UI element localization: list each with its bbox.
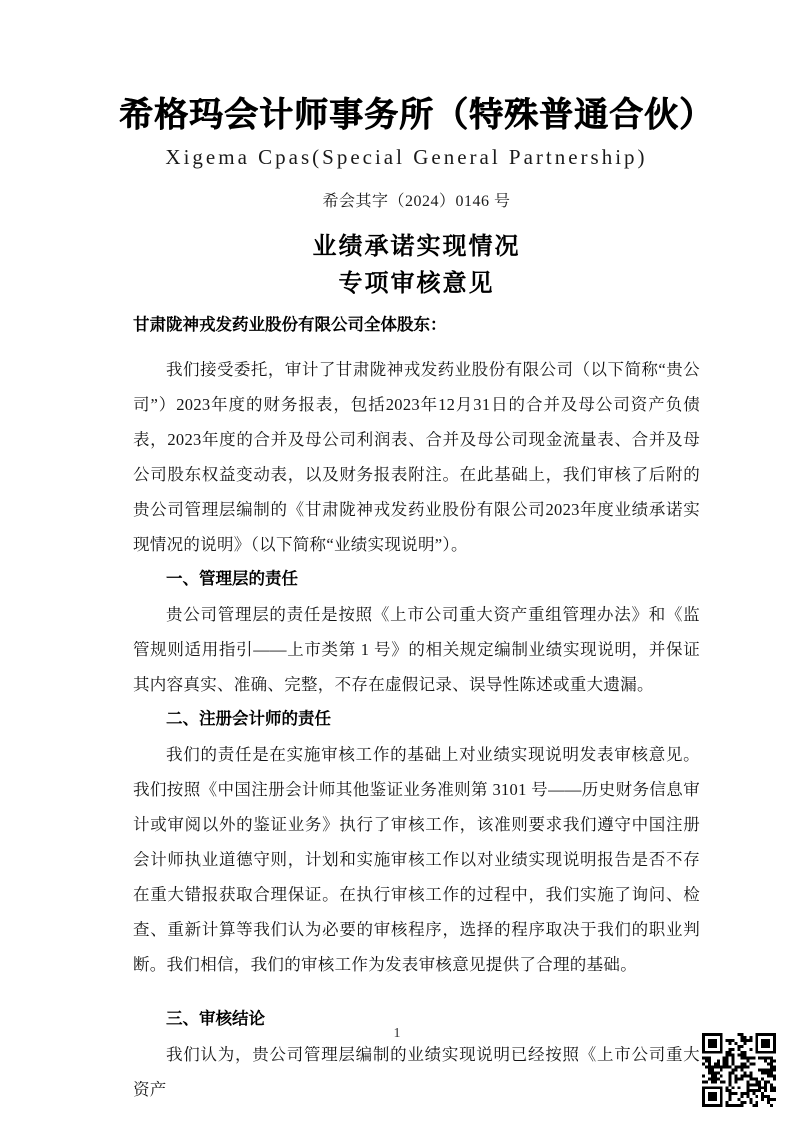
section-paragraph-audit-conclusion: 我们认为，贵公司管理层编制的业绩实现说明已经按照《上市公司重大资产: [133, 1045, 700, 1099]
document-title: [133, 229, 700, 303]
section-heading-audit-conclusion: 三、审核结论: [166, 1010, 265, 1028]
firm-name-english: Xigema Cpas(Special General Partnership): [165, 145, 648, 169]
document-number: 希会其字（2024）0146 号: [322, 193, 511, 210]
section-heading-management-responsibility: 一、管理层的责任: [166, 570, 298, 588]
document-title-line2: 专项审核意见: [338, 271, 495, 297]
qr-code-icon: [701, 1033, 777, 1107]
addressee-line: 甘肃陇神戎发药业股份有限公司全体股东：: [133, 316, 447, 334]
intro-paragraph: 我们接受委托，审计了甘肃陇神戎发药业股份有限公司（以下简称“贵公司”）2023年度的财务报表，包括2023年12月31日的合并及母公司资产负债表，2023年度的合并及母公司利润表、合并及母公司现金流量表、合并及母公司股东权益变动表，以及财务报表附注。在此基础上，我们审核了后附的贵公司管理层编制的《甘肃陇神戎发药业股份有限公司2023年度业绩承诺实现情况的说明》（以下简称“业绩实现说明”）。: [133, 360, 700, 554]
firm-name-chinese: 希格玛会计师事务所（特殊普通合伙）: [119, 97, 714, 134]
document-title-line1: 业绩承诺实现情况: [312, 234, 521, 260]
page-number: 1: [393, 1026, 401, 1041]
section-heading-cpa-responsibility: 二、注册会计师的责任: [166, 710, 331, 728]
section-paragraph-management-responsibility: 贵公司管理层的责任是按照《上市公司重大资产重组管理办法》和《监管规则适用指引——上市类第 1 号》的相关规定编制业绩实现说明，并保证其内容真实、准确、完整，不存在虚假记录、误导性陈述或重大遗漏。: [133, 605, 700, 694]
section-paragraph-cpa-responsibility: 我们的责任是在实施审核工作的基础上对业绩实现说明发表审核意见。我们按照《中国注册会计师其他鉴证业务准则第 3101 号——历史财务信息审计或审阅以外的鉴证业务》执行了审核工作，该准则要求我们遵守中国注册会计师执业道德守则，计划和实施审核工作以对业绩实现说明报告是否不存在重大错报获取合理保证。在执行审核工作的过程中，我们实施了询问、检查、重新计算等我们认为必要的审核程序，选择的程序取决于我们的职业判断。我们相信，我们的审核工作为发表审核意见提供了合理的基础。: [133, 745, 700, 974]
